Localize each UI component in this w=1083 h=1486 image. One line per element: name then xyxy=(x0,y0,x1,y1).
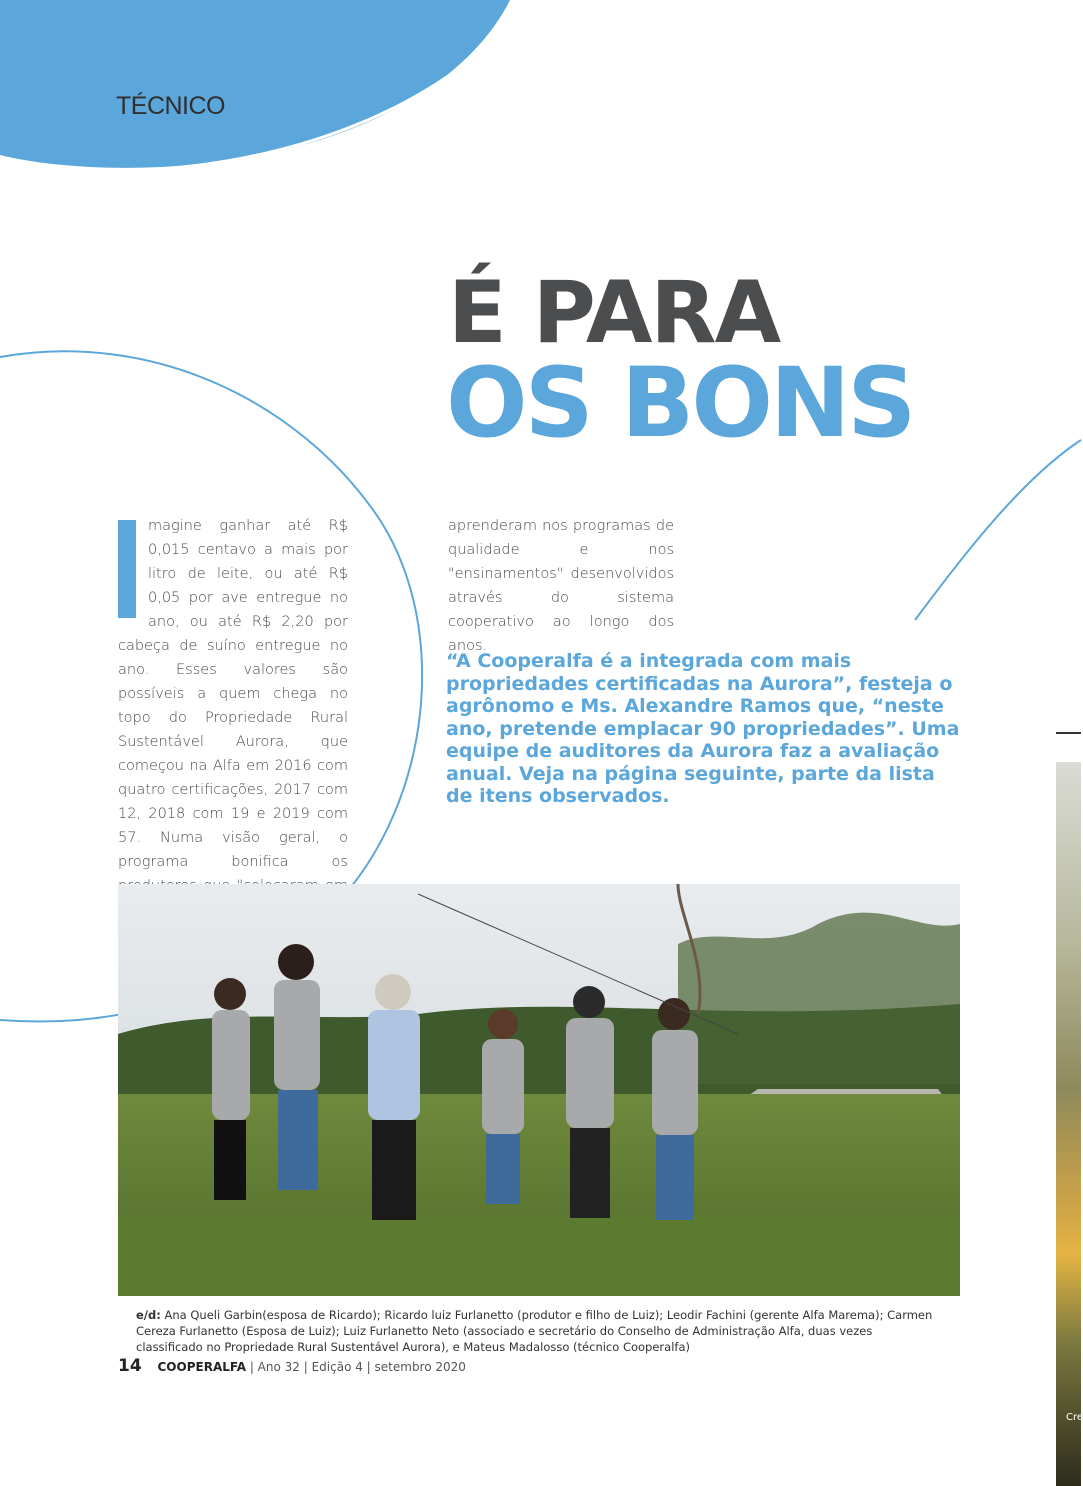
side-rule xyxy=(1056,732,1081,734)
footer-details: | Ano 32 | Edição 4 | setembro 2020 xyxy=(249,1360,466,1374)
article-text-right: aprenderam nos programas de qualidade e nos "ensinamentos" desenvolvidos através do sistema cooperativo ao longo dos anos. xyxy=(448,518,674,654)
pull-quote: “A Cooperalfa é a integrada com mais propriedades certificadas na Aurora”, festeja o agrônomo e Ms. Alexandre Ramos que, “neste ano, pretende emplacar 90 propriedades”. Uma equipe de auditores da Aurora faz a avaliação anual. Veja na página seguinte, parte da lista de itens observados. xyxy=(446,650,960,807)
group-photo xyxy=(118,884,960,1296)
drop-cap-bar xyxy=(118,520,136,618)
caption-lead: e/d: xyxy=(136,1308,161,1322)
caption-text: Ana Queli Garbin(esposa de Ricardo); Ricardo luiz Furlanetto (produtor e filho de Luiz); Leodir Fachini (gerente Alfa Marema); Carmen Cereza Furlanetto (Esposa de Luiz); Luiz Furlanetto Neto (associado e secretário do Conselho de Administração Alfa, duas vezes classificado no Propriedade Rural Sustentável Aurora), e Mateus Madalosso (técnico Cooperalfa) xyxy=(136,1308,933,1354)
photo-caption xyxy=(136,1307,936,1355)
article-column-left xyxy=(118,514,348,922)
article-text-left: magine ganhar até R$ 0,015 centavo a mais por litro de leite, ou até R$ 0,05 por ave entregue no ano, ou até R$ 2,20 por cabeça de suíno entregue no ano. Esses valores são possíveis a quem chega no topo do Propriedade Rural Sustentável Aurora, que começou na Alfa em 2016 com quatro certificações, 2017 com 12, 2018 com 19 e 2019 com 57. Numa visão geral, o programa bonifica os xyxy=(118,518,348,870)
footer-brand: COOPERALFA xyxy=(157,1360,246,1374)
headline-line-2: OS BONS xyxy=(446,347,914,459)
side-credit: Cre xyxy=(1066,1412,1083,1423)
article-column-right xyxy=(448,514,674,658)
right-circle-line xyxy=(915,440,1081,620)
page-footer xyxy=(118,1356,466,1376)
next-page-strip xyxy=(1056,762,1081,1486)
headline-line-1: É PARA xyxy=(448,263,780,363)
page-number: 14 xyxy=(118,1356,142,1376)
section-label: TÉCNICO xyxy=(116,92,225,120)
